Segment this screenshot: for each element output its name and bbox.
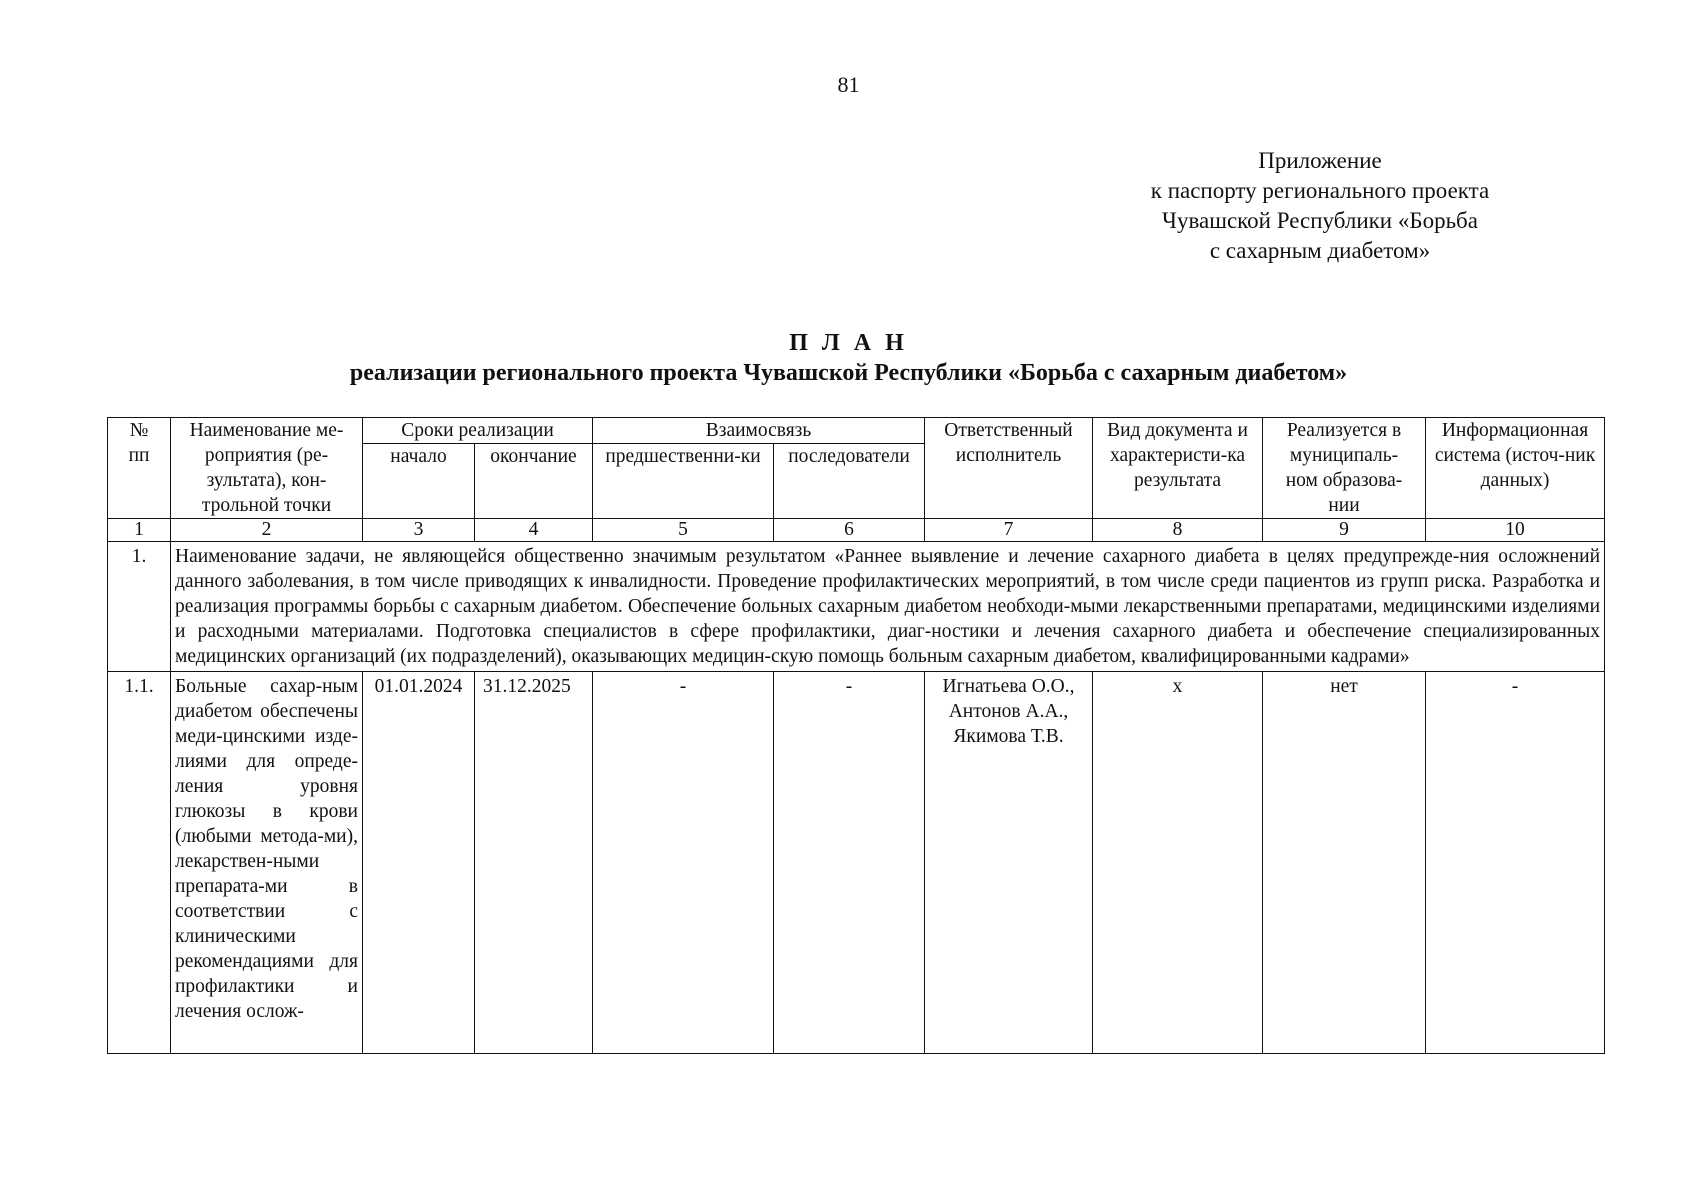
column-number-row	[108, 519, 1605, 542]
header-num: № пп	[108, 418, 171, 519]
column-number: 7	[925, 519, 1093, 542]
header-start: начало	[363, 444, 475, 519]
column-number: 6	[774, 519, 925, 542]
appendix-line-1: Приложение	[1258, 148, 1382, 173]
row-municipal: нет	[1263, 672, 1426, 1054]
row-end: 31.12.2025	[475, 672, 593, 1054]
row-predecessors: -	[593, 672, 774, 1054]
column-number: 4	[475, 519, 593, 542]
row-num: 1.1.	[108, 672, 171, 1054]
plan-table	[107, 417, 1605, 1054]
row-name: Больные сахар-ным диабетом обеспечены меди-цинскими изде-лиями для опреде-ления уровня глюкозы в крови (любыми метода-ми), лекарствен-ными препарата-ми в соответствии с клиническими рекомендациями для профилактики и лечения ослож-	[171, 672, 363, 1054]
header-info-system: Информационная система (источ-ник данных)	[1426, 418, 1605, 519]
plan-title-main: П Л А Н	[789, 330, 908, 356]
page-number: 81	[837, 72, 860, 97]
column-number: 1	[108, 519, 171, 542]
appendix-line-3: Чувашской Республики «Борьба	[1162, 208, 1478, 233]
row-info-system: -	[1426, 672, 1605, 1054]
header-municipal: Реализуется в муниципаль-ном образова-нии	[1263, 418, 1426, 519]
plan-title	[0, 328, 1697, 388]
header-terms: Сроки реализации	[363, 418, 593, 444]
task-text: Наименование задачи, не являющейся общественно значимым результатом «Раннее выявление и лечение сахарного диабета в целях предупрежде-ния осложнений данного заболевания, в том числе приводящих к инвалидности. Проведение профилактических мероприятий, в том числе среди пациентов из групп риска. Разработка и реализация программы борьбы с сахарным диабетом. Обеспечение больных сахарным диабетом необходи-мыми лекарственными препаратами, медицинскими изделиями и расходными материалами. Подготовка специалистов в сфере профилактики, диаг-ностики и лечения сахарного диабета и обеспечение специализированных медицинских организаций (их подразделений), оказывающих медицин-скую помощь больным сахарным диабетом, квалифицированными кадрами»	[171, 542, 1605, 672]
column-number: 8	[1093, 519, 1263, 542]
row-responsible: Игнатьева О.О., Антонов А.А., Якимова Т.В.	[925, 672, 1093, 1054]
row-successors: -	[774, 672, 925, 1054]
header-end: окончание	[475, 444, 593, 519]
plan-title-sub: реализации регионального проекта Чувашской Республики «Борьба с сахарным диабетом»	[349, 360, 1348, 386]
header-relation: Взаимосвязь	[593, 418, 925, 444]
task-num: 1.	[108, 542, 171, 672]
table-row	[108, 672, 1605, 1054]
column-number: 9	[1263, 519, 1426, 542]
column-number: 5	[593, 519, 774, 542]
column-number: 3	[363, 519, 475, 542]
appendix-note	[1120, 146, 1520, 266]
header-successors: последователи	[774, 444, 925, 519]
header-responsible: Ответственный исполнитель	[925, 418, 1093, 519]
row-doc-type: х	[1093, 672, 1263, 1054]
header-predecessors: предшественни-ки	[593, 444, 774, 519]
column-number: 2	[171, 519, 363, 542]
row-start: 01.01.2024	[363, 672, 475, 1054]
header-doc-type: Вид документа и характеристи-ка результата	[1093, 418, 1263, 519]
task-row	[108, 542, 1605, 672]
header-name: Наименование ме-роприятия (ре-зультата), кон-трольной точки	[171, 418, 363, 519]
column-number: 10	[1426, 519, 1605, 542]
appendix-line-4: с сахарным диабетом»	[1209, 238, 1431, 263]
appendix-line-2: к паспорту регионального проекта	[1150, 178, 1490, 203]
header-row-1	[108, 418, 1605, 444]
